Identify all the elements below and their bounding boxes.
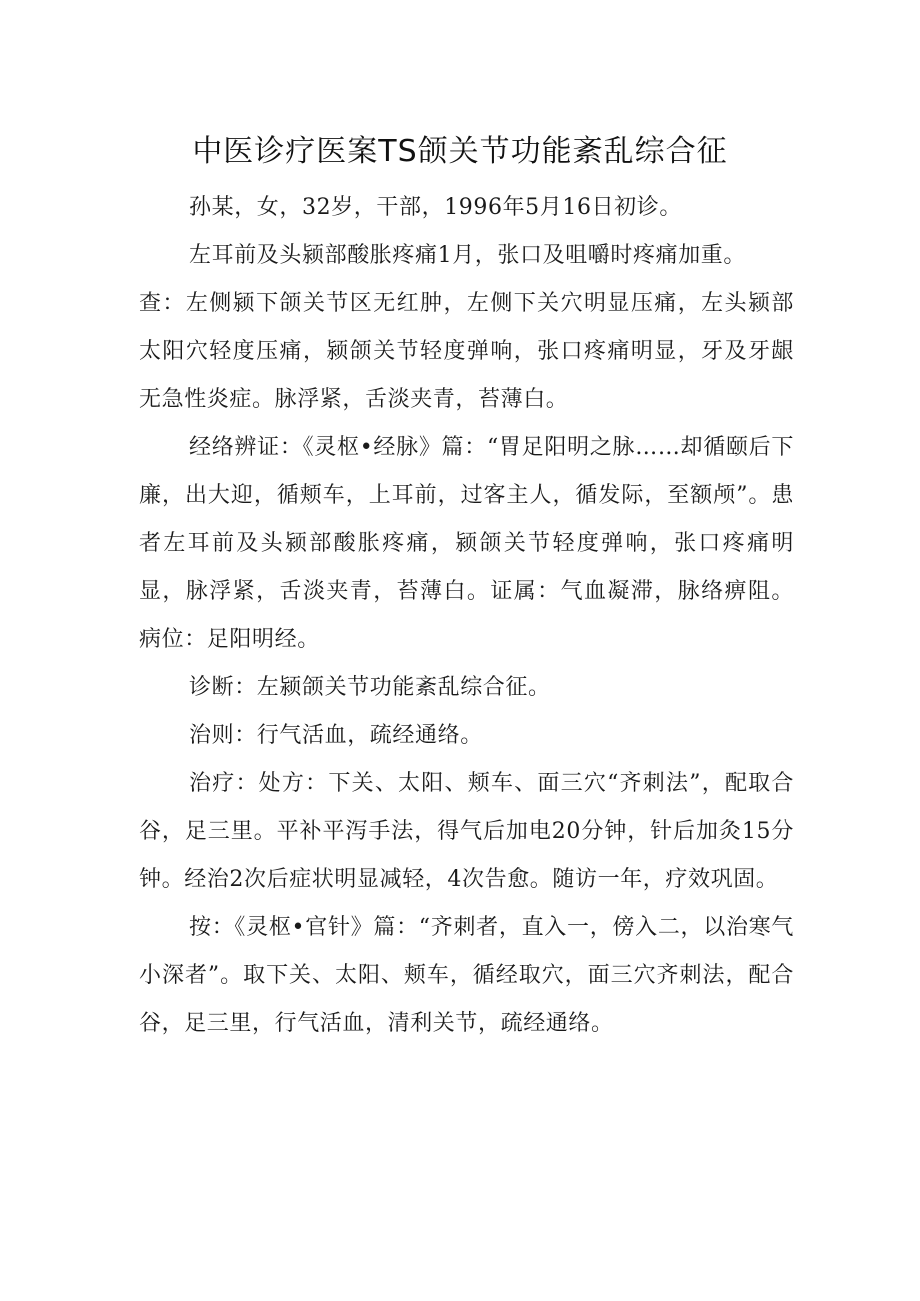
paragraph-treatment: 治疗：处方：下关、太阳、颊车、面三穴“齐刺法”，配取合谷，足三里。平补平泻手法，得气后加电20分钟，针后加灸15分钟。经治2次后症状明显减轻，4次告愈。随访一年，疗效巩固。 (139, 771, 794, 892)
paragraph-patient-info: 孙某，女，32岁，干部，1996年5月16日初诊。 (189, 195, 682, 220)
document-body (139, 184, 794, 1048)
document-title: 中医诊疗医案TS颌关节功能紊乱综合征 (192, 134, 728, 169)
paragraph-meridian-differentiation: 经络辨证：《灵枢•经脉》篇：“胃足阳明之脉……却循颐后下廉，出大迎，循颊车，上耳前，过客主人，循发际，至额颅”。患者左耳前及头颍部酸胀疼痛，颍颌关节轻度弹响，张口疼痛明显，脉浮紧，舌淡夹青，苔薄白。证属：气血凝滞，脉络痹阻。病位：足阳明经。 (139, 435, 794, 652)
paragraph-commentary: 按：《灵枢•官针》篇：“齐刺者，直入一，傍入二，以治寒气小深者”。取下关、太阳、颊车，循经取穴，面三穴齐刺法，配合谷，足三里，行气活血，清利关节，疏经通络。 (139, 915, 794, 1036)
paragraph-chief-complaint: 左耳前及头颍部酸胀疼痛1月，张口及咀嚼时疼痛加重。 (189, 243, 746, 268)
paragraph-examination: 查：左侧颍下颌关节区无红肿，左侧下关穴明显压痛，左头颍部太阳穴轻度压痛，颍颌关节轻度弹响，张口疼痛明显，牙及牙龈无急性炎症。脉浮紧，舌淡夹青，苔薄白。 (139, 291, 794, 412)
paragraph-diagnosis: 诊断：左颍颌关节功能紊乱综合征。 (189, 675, 551, 700)
paragraph-treatment-principle: 治则：行气活血，疏经通络。 (189, 723, 483, 748)
